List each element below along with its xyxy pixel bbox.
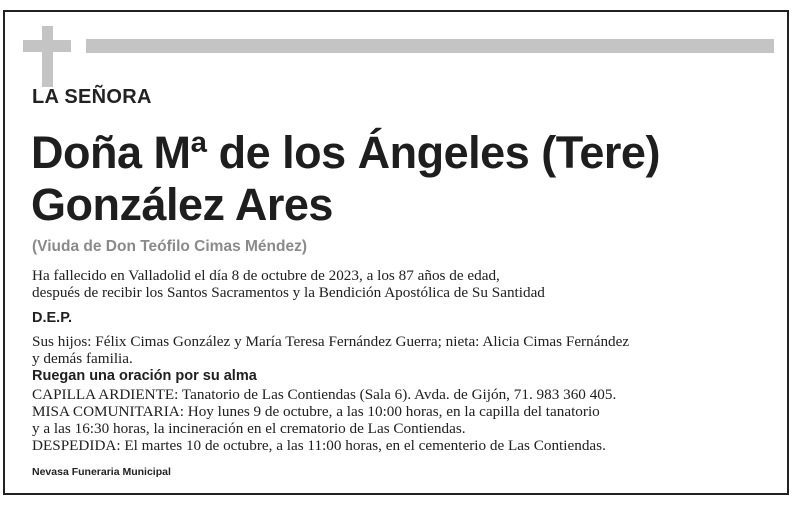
family-line-2: y demás familia. <box>32 350 133 367</box>
widow-of-line: (Viuda de Don Teófilo Cimas Méndez) <box>32 238 308 255</box>
cross-vertical-bar <box>42 26 53 87</box>
chapel-info: CAPILLA ARDIENTE: Tanatorio de Las Contiendas (Sala 6). Avda. de Gijón, 71. 983 360 405. <box>32 386 617 403</box>
mass-info-line-1: MISA COMUNITARIA: Hoy lunes 9 de octubre, a las 10:00 horas, en la capilla del tanatorio <box>32 403 600 420</box>
family-line-1: Sus hijos: Félix Cimas González y María Teresa Fernández Guerra; nieta: Alicia Cimas Fernández <box>32 333 630 350</box>
cross-horizontal-bar <box>23 40 71 52</box>
mass-info-line-2: y a las 16:30 horas, la incineración en el crematorio de Las Contiendas. <box>32 420 466 437</box>
obituary-card <box>3 10 789 495</box>
funeral-home-name: Nevasa Funeraria Municipal <box>32 466 171 478</box>
dep-label: D.E.P. <box>32 310 73 326</box>
farewell-info: DESPEDIDA: El martes 10 de octubre, a las 11:00 horas, en el cementerio de Las Contiendas. <box>32 437 606 454</box>
prayer-request: Ruegan una oración por su alma <box>32 368 257 384</box>
deceased-name-line-1: Doña Mª de los Ángeles (Tere) <box>31 127 660 178</box>
death-announcement-line-1: Ha fallecido en Valladolid el día 8 de octubre de 2023, a los 87 años de edad, <box>32 267 500 284</box>
honorific-title: LA SEÑORA <box>32 86 152 108</box>
decorative-header-bar <box>86 39 774 53</box>
death-announcement-line-2: después de recibir los Santos Sacramentos y la Bendición Apostólica de Su Santidad <box>32 284 545 301</box>
deceased-name-line-2: González Ares <box>31 179 333 230</box>
